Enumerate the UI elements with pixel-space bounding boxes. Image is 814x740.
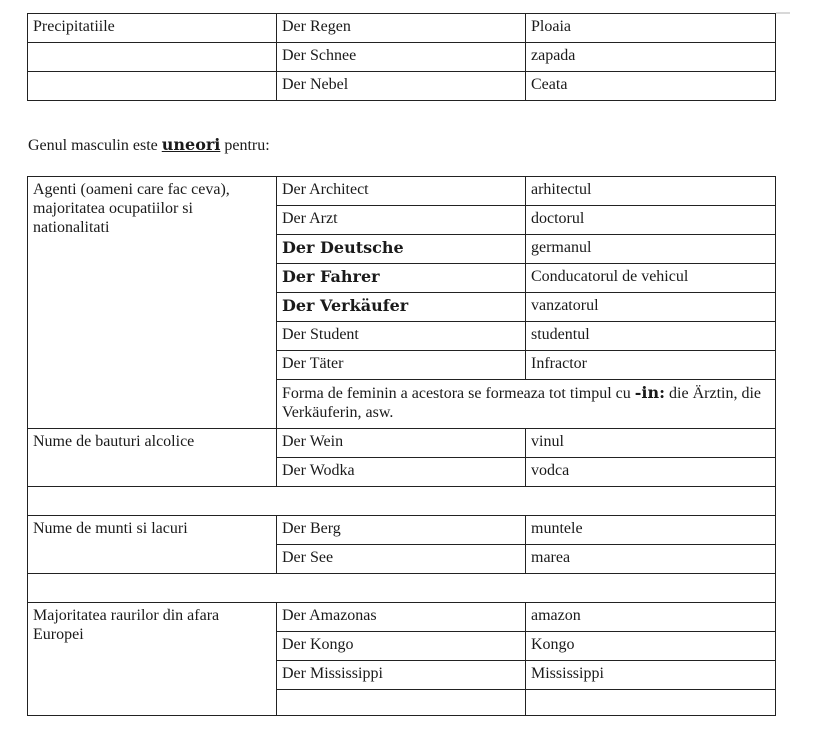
masculine-gender-table: [27, 176, 776, 716]
german-cell: Der Kongo: [277, 632, 526, 661]
german-cell: Der Deutsche: [277, 235, 526, 264]
romanian-cell: Kongo: [526, 632, 776, 661]
romanian-cell: muntele: [526, 516, 776, 545]
german-cell: Der Nebel: [277, 72, 526, 101]
heading-emphasis: uneori: [161, 135, 221, 154]
german-cell: Der Architect: [277, 177, 526, 206]
note-text: Forma de feminin a acestora se formeaza tot timpul cu: [282, 385, 635, 402]
note-suffix: -in:: [634, 383, 666, 402]
romanian-cell: Ploaia: [526, 14, 776, 43]
heading-text: Genul masculin este: [28, 137, 162, 154]
german-cell: Der Berg: [277, 516, 526, 545]
category-cell: [28, 43, 277, 72]
romanian-cell: Mississippi: [526, 661, 776, 690]
romanian-cell: germanul: [526, 235, 776, 264]
german-cell: Der Verkäufer: [277, 293, 526, 322]
table-row: [28, 429, 776, 458]
category-cell-agents: Agenti (oameni care fac ceva), majoritatea ocupatiilor si nationalitati: [28, 177, 277, 429]
category-cell-drinks: Nume de bauturi alcolice: [28, 429, 277, 487]
german-cell: Der See: [277, 545, 526, 574]
heading-text-end: pentru:: [220, 137, 270, 154]
feminine-form-note: [277, 380, 776, 429]
table-row: [28, 603, 776, 632]
german-cell: Der Student: [277, 322, 526, 351]
german-cell: Der Arzt: [277, 206, 526, 235]
romanian-cell: Infractor: [526, 351, 776, 380]
romanian-cell: Conducatorul de vehicul: [526, 264, 776, 293]
empty-cell: [28, 487, 776, 516]
precipitation-table: [27, 13, 776, 101]
german-cell: Der Mississippi: [277, 661, 526, 690]
section-heading: [28, 135, 270, 156]
category-cell-mountains: Nume de munti si lacuri: [28, 516, 277, 574]
romanian-cell: doctorul: [526, 206, 776, 235]
german-cell: Der Wodka: [277, 458, 526, 487]
romanian-cell: studentul: [526, 322, 776, 351]
note-text-end: die Ärztin, die Verkäuferin, asw.: [282, 385, 761, 421]
empty-cell: [526, 690, 776, 716]
empty-cell: [28, 574, 776, 603]
german-cell: Der Täter: [277, 351, 526, 380]
german-cell: Der Wein: [277, 429, 526, 458]
category-cell: Precipitatiile: [28, 14, 277, 43]
table-row: [28, 516, 776, 545]
spacer-row: [28, 487, 776, 516]
romanian-cell: zapada: [526, 43, 776, 72]
empty-cell: [277, 690, 526, 716]
romanian-cell: vanzatorul: [526, 293, 776, 322]
german-cell: Der Schnee: [277, 43, 526, 72]
table-row: [28, 72, 776, 101]
page-corner-mark: [776, 12, 790, 14]
romanian-cell: Ceata: [526, 72, 776, 101]
romanian-cell: amazon: [526, 603, 776, 632]
romanian-cell: vodca: [526, 458, 776, 487]
german-cell: Der Regen: [277, 14, 526, 43]
category-cell-rivers: Majoritatea raurilor din afara Europei: [28, 603, 277, 716]
category-cell: [28, 72, 277, 101]
spacer-row: [28, 574, 776, 603]
german-cell: Der Amazonas: [277, 603, 526, 632]
german-cell: Der Fahrer: [277, 264, 526, 293]
romanian-cell: marea: [526, 545, 776, 574]
romanian-cell: vinul: [526, 429, 776, 458]
table-row: [28, 43, 776, 72]
romanian-cell: arhitectul: [526, 177, 776, 206]
table-row: [28, 14, 776, 43]
table-row: [28, 177, 776, 206]
